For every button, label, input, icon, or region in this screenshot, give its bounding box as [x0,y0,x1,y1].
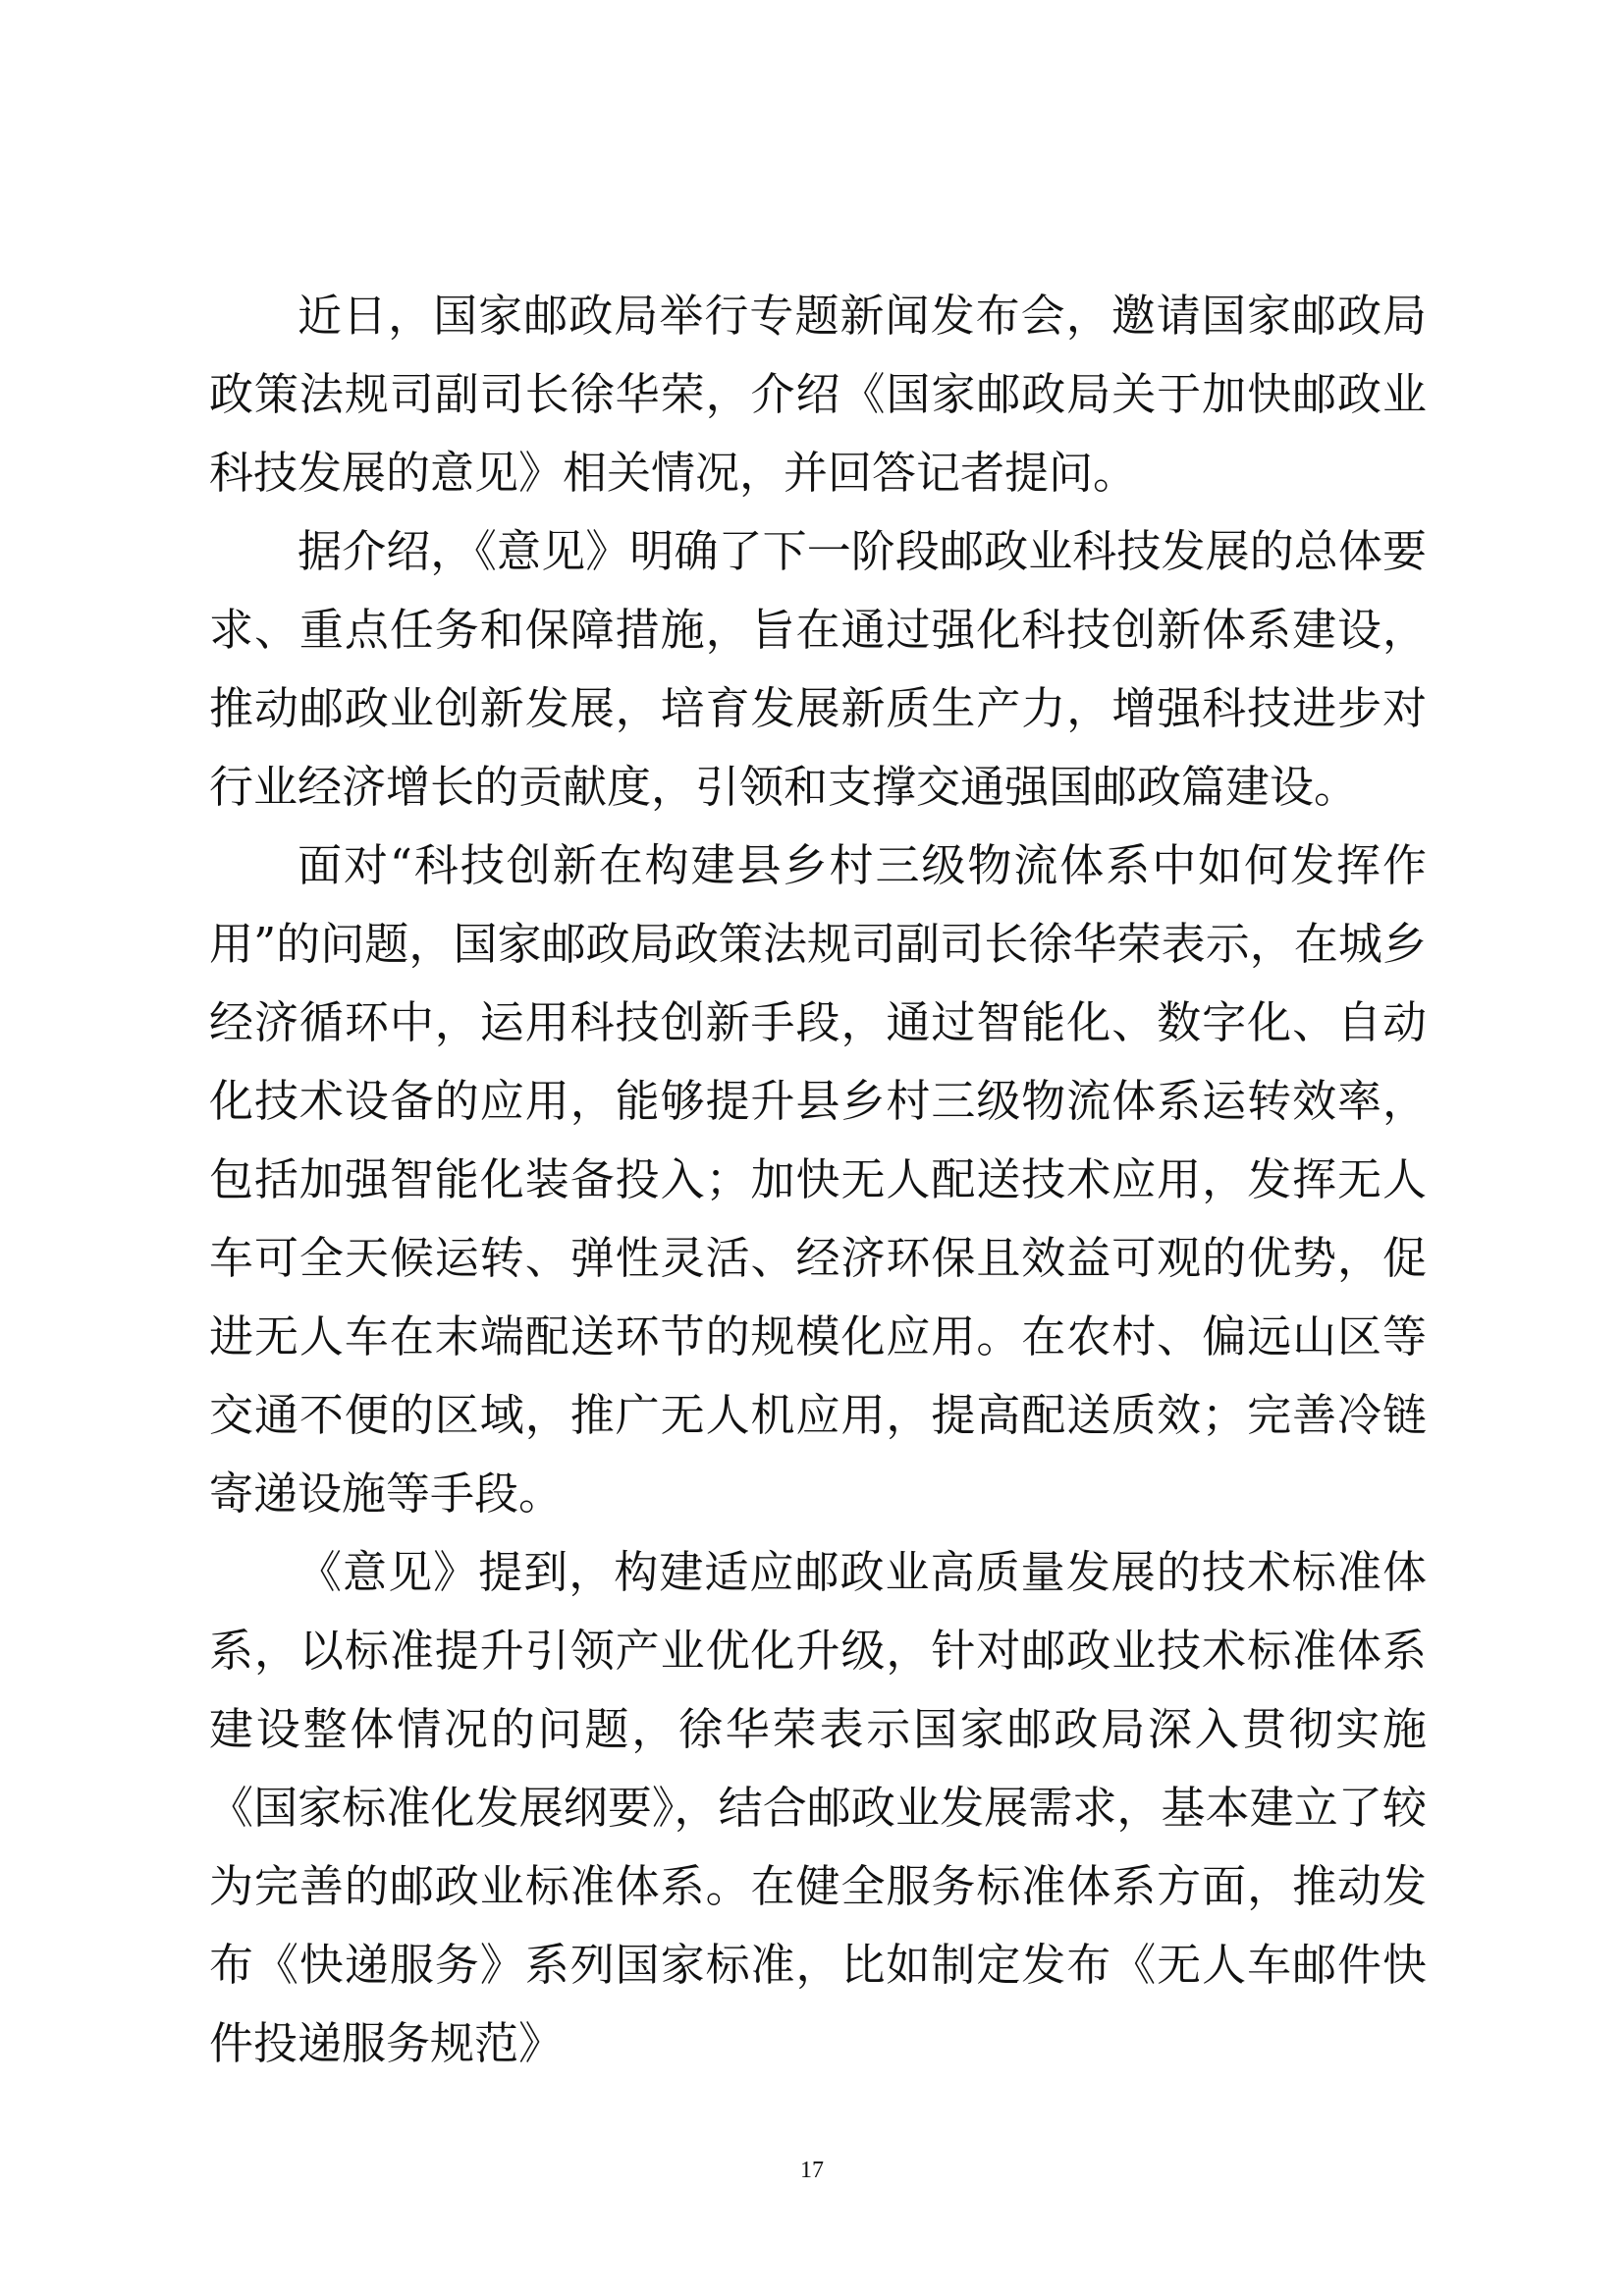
paragraph-rural-logistics: 面对“科技创新在构建县乡村三级物流体系中如何发挥作用”的问题，国家邮政局政策法规司副司长徐华荣表示，在城乡经济循环中，运用科技创新手段，通过智能化、数字化、自动化技术设备的应用，能够提升县乡村三级物流体系运转效率，包括加强智能化装备投入；加快无人配送技术应用，发挥无人车可全天候运转、弹性灵活、经济环保且效益可观的优势，促进无人车在末端配送环节的规模化应用。在农村、偏远山区等交通不便的区域，推广无人机应用，提高配送质效；完善冷链寄递设施等手段。 [209,839,1427,1520]
paragraph-press-conference: 近日，国家邮政局举行专题新闻发布会，邀请国家邮政局政策法规司副司长徐华荣，介绍《国家邮政局关于加快邮政业科技发展的意见》相关情况，并回答记者提问。 [209,290,1427,499]
article-body [209,277,1427,2083]
page-number: 17 [800,2158,824,2183]
paragraph-opinion-overview: 据介绍，《意见》明确了下一阶段邮政业科技发展的总体要求、重点任务和保障措施，旨在通过强化科技创新体系建设，推动邮政业创新发展，培育发展新质生产力，增强科技进步对行业经济增长的贡献度，引领和支撑交通强国邮政篇建设。 [209,525,1427,813]
paragraph-standards-system: 《意见》提到，构建适应邮政业高质量发展的技术标准体系，以标准提升引领产业优化升级，针对邮政业技术标准体系建设整体情况的问题，徐华荣表示国家邮政局深入贯彻实施《国家标准化发展纲要》，结合邮政业发展需求，基本建立了较为完善的邮政业标准体系。在健全服务标准体系方面，推动发布《快递服务》系列国家标准，比如制定发布《无人车邮件快件投递服务规范》 [209,1546,1427,2069]
